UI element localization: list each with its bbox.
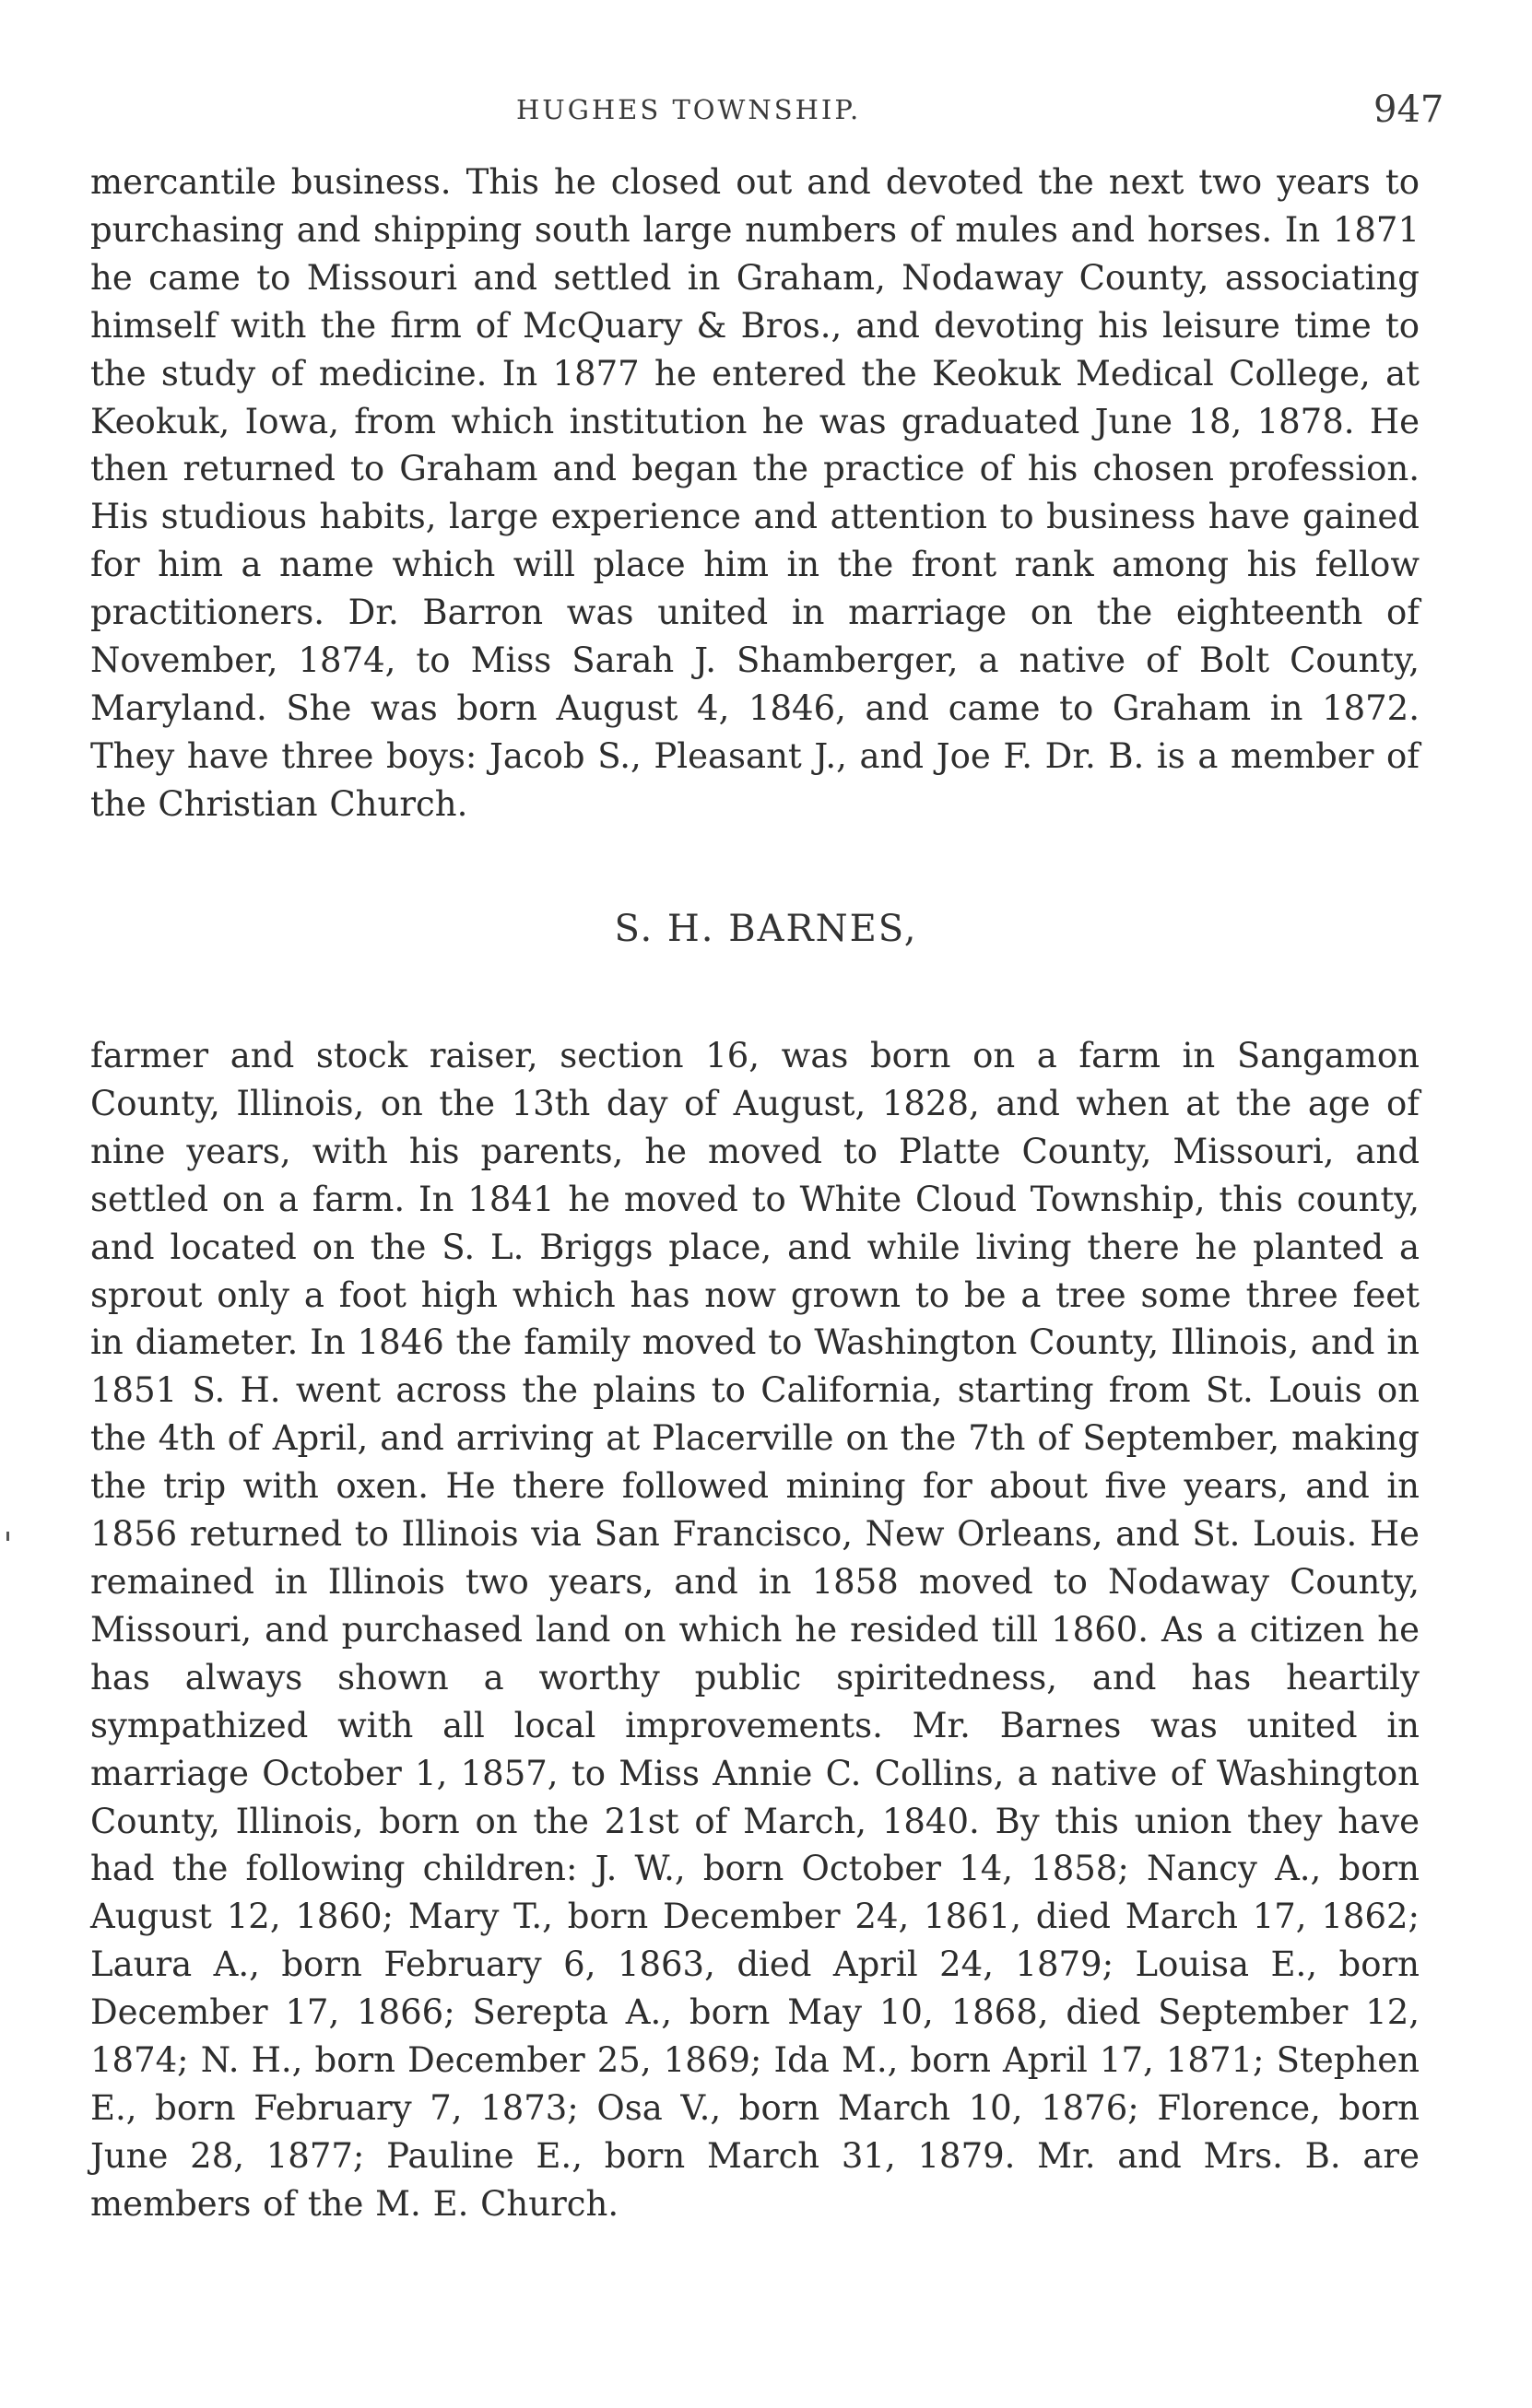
barnes-biography-paragraph: farmer and stock raiser, section 16, was born on a farm in Sangamon County, Illinois, on the 13th day of August, 1828, and when at the age of nine years, with his parents, he moved to Platte County, Missouri, and settled on a farm. In 1841 he moved to White Cloud Township, this county, and located on the S. L. Briggs place, and while living there he planted a sprout only a foot high which has now grown to be a tree some three feet in diameter. In 1846 the family moved to Washington County, Illinois, and in 1851 S. H. went across the plains to California, starting from St. Louis on the 4th of April, and arriving at Placerville on the 7th of September, making the trip with oxen. He there followed mining for about five years, and in 1856 returned to Illinois via San Francisco, New Orleans, and St. Louis. He remained in Illinois two years, and in 1858 moved to Nodaway County, Missouri, and purchased land on which he resided till 1860. As a citizen he has always shown a worthy public spiritedness, and has heartily sympathized with all local improvements. Mr. Barnes was united in marriage October 1, 1857, to Miss Annie C. Collins, a native of Washington County, Illinois, born on the 21st of March, 1840. By this union they have had the following children: J. W., born October 14, 1858; Nancy A., born August 12, 1860; Mary T., born December 24, 1861, died March 17, 1862; Laura A., born February 6, 1863, died April 24, 1879; Louisa E., born December 17, 1866; Serepta A., born May 10, 1868, died September 12, 1874; N. H., born December 25, 1869; Ida M., born April 17, 1871; Stephen E., born February 7, 1873; Osa V., born March 10, 1876; Florence, born June 28, 1877; Pauline E., born March 31, 1879. Mr. and Mrs. B. are members of the M. E. Church. xyxy=(90,1036,1420,2224)
margin-mark xyxy=(6,1532,9,1541)
continuation-paragraph: mercantile business. This he closed out and devoted the next two years to purchasing and shipping south large numbers of mules and horses. In 1871 he came to Missouri and settled in Graham, Nodaway County, associating himself with the firm of McQuary & Bros., and devoting his leisure time to the study of medicine. In 1877 he entered the Keokuk Medical College, at Keokuk, Iowa, from which institution he was graduated June 18, 1878. He then returned to Graham and began the practice of his chosen profession. His studious habits, large experience and attention to business have gained for him a name which will place him in the front rank among his fellow practitioners. Dr. Barron was united in marriage on the eighteenth of November, 1874, to Miss Sarah J. Shamberger, a native of Bolt County, Maryland. She was born August 4, 1846, and came to Graham in 1872. They have three boys: Jacob S., Pleasant J., and Joe F. Dr. B. is a member of the Christian Church. xyxy=(90,162,1420,824)
page-header xyxy=(0,88,1532,144)
running-head: HUGHES TOWNSHIP. xyxy=(516,94,862,125)
section-heading-barnes: S. H. BARNES, xyxy=(614,908,918,950)
page-number: 947 xyxy=(1373,88,1444,131)
